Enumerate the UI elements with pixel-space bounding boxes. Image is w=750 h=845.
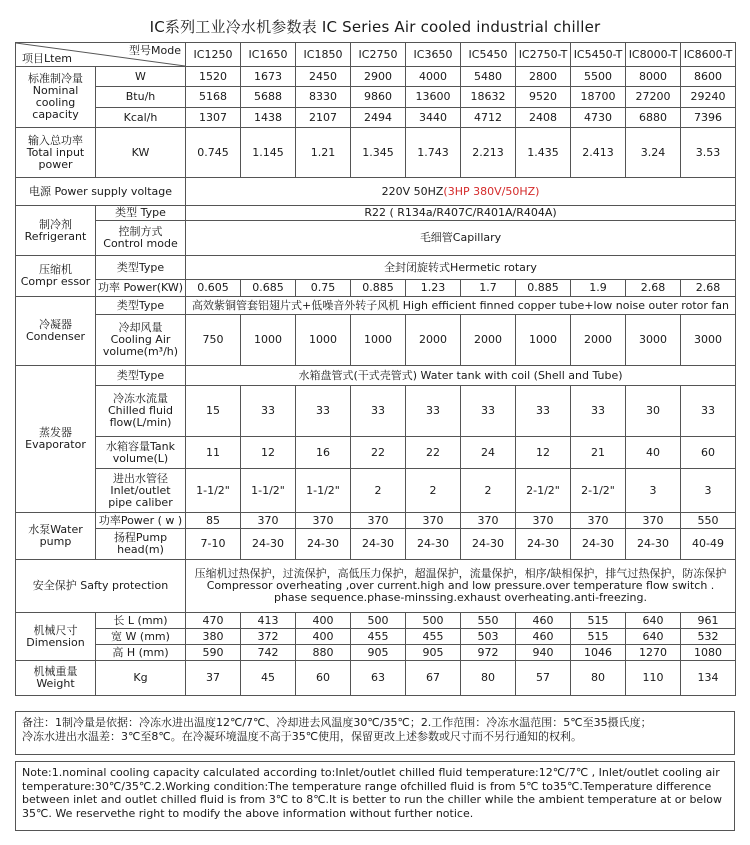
value-cell: 0.605 <box>186 280 241 297</box>
compressor-label: 压缩机 Compr essor <box>16 256 96 297</box>
value-cell: 550 <box>461 613 516 629</box>
value-cell: 12 <box>241 437 296 469</box>
note-english <box>15 761 735 831</box>
unit-cell: 高 H (mm) <box>96 645 186 661</box>
value-cell: 57 <box>516 661 571 696</box>
value-cell: 33 <box>681 386 736 437</box>
value-cell: 1.7 <box>461 280 516 297</box>
value-cell: 15 <box>186 386 241 437</box>
value-cell: 370 <box>516 513 571 529</box>
table-row <box>16 297 736 315</box>
unit-cell: Btu/h <box>96 87 186 108</box>
value-cell: 134 <box>681 661 736 696</box>
unit-cell: Kcal/h <box>96 108 186 128</box>
value-cell: 11 <box>186 437 241 469</box>
value-cell: 1.9 <box>571 280 626 297</box>
sub-label: 冷冻水流量 Chilled fluid flow(L/min) <box>96 386 186 437</box>
value-cell: 2.68 <box>681 280 736 297</box>
value-cell: 6880 <box>626 108 681 128</box>
sub-label: 控制方式 Control mode <box>96 221 186 256</box>
unit-cell: 宽 W (mm) <box>96 629 186 645</box>
value-cell: 13600 <box>406 87 461 108</box>
model-header: IC1250 <box>186 43 241 67</box>
power-supply-main: 220V 50HZ <box>381 184 444 198</box>
model-header: IC8000-T <box>626 43 681 67</box>
value-cell: 961 <box>681 613 736 629</box>
table-row <box>16 67 736 87</box>
value-cell: 5480 <box>461 67 516 87</box>
value-cell: 37 <box>186 661 241 696</box>
value-cell: 1000 <box>241 315 296 366</box>
value-cell: 21 <box>571 437 626 469</box>
model-header: IC1650 <box>241 43 296 67</box>
value-cell: 905 <box>351 645 406 661</box>
value-cell: 5688 <box>241 87 296 108</box>
table-row <box>16 108 736 128</box>
value-cell: 85 <box>186 513 241 529</box>
value-cell: 2 <box>461 469 516 513</box>
sub-label: 水箱容量Tank volume(L) <box>96 437 186 469</box>
condenser-type-value: 高效紫铜管套铝翅片式+低噪音外转子风机 High efficient finned copper tube+low noise outer rotor fan <box>186 297 736 315</box>
table-row <box>16 366 736 386</box>
value-cell: 12 <box>516 437 571 469</box>
value-cell: 1.345 <box>351 128 406 178</box>
value-cell: 2 <box>406 469 461 513</box>
value-cell: 370 <box>461 513 516 529</box>
table-row <box>16 469 736 513</box>
value-cell: 1.435 <box>516 128 571 178</box>
value-cell: 22 <box>351 437 406 469</box>
value-cell: 60 <box>681 437 736 469</box>
value-cell: 8000 <box>626 67 681 87</box>
value-cell: 40-49 <box>681 529 736 560</box>
value-cell: 80 <box>461 661 516 696</box>
value-cell: 4000 <box>406 67 461 87</box>
condenser-label: 冷凝器 Condenser <box>16 297 96 366</box>
sub-label: 进出水管径 Inlet/outlet pipe caliber <box>96 469 186 513</box>
value-cell: 1.21 <box>296 128 351 178</box>
unit-cell: W <box>96 67 186 87</box>
value-cell: 33 <box>571 386 626 437</box>
unit-cell: KW <box>96 128 186 178</box>
value-cell: 8330 <box>296 87 351 108</box>
value-cell: 60 <box>296 661 351 696</box>
value-cell: 24-30 <box>516 529 571 560</box>
page-title: IC系列工业冷水机参数表 IC Series Air cooled industrial chiller <box>149 18 601 36</box>
value-cell: 33 <box>351 386 406 437</box>
table-row <box>16 613 736 629</box>
value-cell: 2.413 <box>571 128 626 178</box>
value-cell: 400 <box>296 629 351 645</box>
value-cell: 24-30 <box>296 529 351 560</box>
pump-label: 水泵Water pump <box>16 513 96 560</box>
unit-cell: Kg <box>96 661 186 696</box>
value-cell: 2107 <box>296 108 351 128</box>
value-cell: 532 <box>681 629 736 645</box>
sub-label: 类型Type <box>96 297 186 315</box>
mode-label: 型号Mode <box>129 44 181 57</box>
value-cell: 905 <box>406 645 461 661</box>
value-cell: 972 <box>461 645 516 661</box>
value-cell: 67 <box>406 661 461 696</box>
value-cell: 2.68 <box>626 280 681 297</box>
value-cell: 742 <box>241 645 296 661</box>
refrigerant-type-value: R22 ( R134a/R407C/R401A/R404A) <box>186 206 736 221</box>
value-cell: 0.885 <box>351 280 406 297</box>
model-header: IC5450 <box>461 43 516 67</box>
note-chinese <box>15 711 735 755</box>
sub-label: 类型 Type <box>96 206 186 221</box>
value-cell: 590 <box>186 645 241 661</box>
value-cell: 1.145 <box>241 128 296 178</box>
value-cell: 24-30 <box>626 529 681 560</box>
value-cell: 18632 <box>461 87 516 108</box>
value-cell: 1307 <box>186 108 241 128</box>
spec-table <box>15 42 736 696</box>
refrigerant-label: 制冷剂 Refrigerant <box>16 206 96 256</box>
value-cell: 1080 <box>681 645 736 661</box>
value-cell: 470 <box>186 613 241 629</box>
value-cell: 18700 <box>571 87 626 108</box>
value-cell: 33 <box>461 386 516 437</box>
value-cell: 3.53 <box>681 128 736 178</box>
control-mode-value: 毛细管Capillary <box>186 221 736 256</box>
value-cell: 3.24 <box>626 128 681 178</box>
item-label: 项目Ltem <box>22 52 72 65</box>
value-cell: 460 <box>516 613 571 629</box>
table-row <box>16 280 736 297</box>
value-cell: 370 <box>626 513 681 529</box>
compressor-type-value: 全封闭旋转式Hermetic rotary <box>186 256 736 280</box>
value-cell: 33 <box>296 386 351 437</box>
value-cell: 460 <box>516 629 571 645</box>
value-cell: 515 <box>571 629 626 645</box>
value-cell: 1270 <box>626 645 681 661</box>
value-cell: 45 <box>241 661 296 696</box>
value-cell: 0.685 <box>241 280 296 297</box>
value-cell: 4730 <box>571 108 626 128</box>
table-row <box>16 560 736 613</box>
table-row <box>16 128 736 178</box>
evaporator-label: 蒸发器 Evaporator <box>16 366 96 513</box>
value-cell: 0.885 <box>516 280 571 297</box>
header-corner <box>16 43 186 67</box>
input-power-label: 输入总功率 Total input power <box>16 128 96 178</box>
value-cell: 24-30 <box>351 529 406 560</box>
value-cell: 2-1/2" <box>571 469 626 513</box>
value-cell: 3000 <box>681 315 736 366</box>
value-cell: 24-30 <box>406 529 461 560</box>
value-cell: 1000 <box>516 315 571 366</box>
table-row <box>16 645 736 661</box>
value-cell: 1000 <box>351 315 406 366</box>
table-row <box>16 661 736 696</box>
value-cell: 9860 <box>351 87 406 108</box>
power-supply-value <box>186 178 736 206</box>
value-cell: 2900 <box>351 67 406 87</box>
value-cell: 455 <box>351 629 406 645</box>
value-cell: 370 <box>406 513 461 529</box>
value-cell: 1520 <box>186 67 241 87</box>
value-cell: 63 <box>351 661 406 696</box>
value-cell: 515 <box>571 613 626 629</box>
value-cell: 2450 <box>296 67 351 87</box>
value-cell: 24-30 <box>241 529 296 560</box>
value-cell: 110 <box>626 661 681 696</box>
table-row <box>16 513 736 529</box>
value-cell: 1046 <box>571 645 626 661</box>
value-cell: 2000 <box>461 315 516 366</box>
value-cell: 370 <box>241 513 296 529</box>
table-row <box>16 315 736 366</box>
value-cell: 455 <box>406 629 461 645</box>
value-cell: 33 <box>241 386 296 437</box>
value-cell: 3 <box>626 469 681 513</box>
value-cell: 370 <box>296 513 351 529</box>
value-cell: 7-10 <box>186 529 241 560</box>
value-cell: 370 <box>351 513 406 529</box>
sub-label: 类型Type <box>96 366 186 386</box>
model-header: IC2750 <box>351 43 406 67</box>
cooling-label: 标准制冷量 Nominal cooling capacity <box>16 67 96 128</box>
value-cell: 29240 <box>681 87 736 108</box>
value-cell: 640 <box>626 629 681 645</box>
model-header: IC8600-T <box>681 43 736 67</box>
value-cell: 2494 <box>351 108 406 128</box>
value-cell: 503 <box>461 629 516 645</box>
value-cell: 27200 <box>626 87 681 108</box>
value-cell: 22 <box>406 437 461 469</box>
value-cell: 2 <box>351 469 406 513</box>
power-supply-alt: (3HP 380V/50HZ) <box>443 184 540 198</box>
value-cell: 3000 <box>626 315 681 366</box>
model-header: IC3650 <box>406 43 461 67</box>
value-cell: 2800 <box>516 67 571 87</box>
value-cell: 9520 <box>516 87 571 108</box>
value-cell: 500 <box>406 613 461 629</box>
value-cell: 372 <box>241 629 296 645</box>
value-cell: 24-30 <box>571 529 626 560</box>
value-cell: 880 <box>296 645 351 661</box>
table-row <box>16 629 736 645</box>
value-cell: 0.745 <box>186 128 241 178</box>
value-cell: 2-1/2" <box>516 469 571 513</box>
value-cell: 0.75 <box>296 280 351 297</box>
weight-label: 机械重量 Weight <box>16 661 96 696</box>
value-cell: 40 <box>626 437 681 469</box>
table-row <box>16 87 736 108</box>
value-cell: 33 <box>516 386 571 437</box>
value-cell: 2000 <box>571 315 626 366</box>
sub-label: 功率 Power(KW) <box>96 280 186 297</box>
model-header: IC5450-T <box>571 43 626 67</box>
table-row <box>16 178 736 206</box>
value-cell: 4712 <box>461 108 516 128</box>
value-cell: 413 <box>241 613 296 629</box>
value-cell: 1438 <box>241 108 296 128</box>
table-row <box>16 256 736 280</box>
unit-cell: 长 L (mm) <box>96 613 186 629</box>
value-cell: 1673 <box>241 67 296 87</box>
value-cell: 2408 <box>516 108 571 128</box>
value-cell: 33 <box>406 386 461 437</box>
value-cell: 1-1/2" <box>186 469 241 513</box>
value-cell: 2000 <box>406 315 461 366</box>
value-cell: 370 <box>571 513 626 529</box>
safety-label: 安全保护 Safty protection <box>16 560 186 613</box>
value-cell: 940 <box>516 645 571 661</box>
power-supply-label: 电源 Power supply voltage <box>16 178 186 206</box>
table-row <box>16 386 736 437</box>
table-row <box>16 43 736 67</box>
value-cell: 24-30 <box>461 529 516 560</box>
table-row <box>16 206 736 221</box>
value-cell: 550 <box>681 513 736 529</box>
value-cell: 1-1/2" <box>296 469 351 513</box>
value-cell: 750 <box>186 315 241 366</box>
sub-label: 功率Power ( w ) <box>96 513 186 529</box>
table-row <box>16 437 736 469</box>
value-cell: 30 <box>626 386 681 437</box>
sub-label: 扬程Pump head(m) <box>96 529 186 560</box>
sub-label: 类型Type <box>96 256 186 280</box>
note-english-text: Note:1.nominal cooling capacity calculated according to:Inlet/outlet chilled fluid temperature:12℃/7℃ , Inlet/outlet cooling air temperature:30℃/35℃.2.Working condition:The temperature range ofchilled fluid is from 5℃ to35℃.Temperature difference between inlet and outlet chilled fluid is from 3℃ to 8℃.It is better to run the chiller while the ambient temperature at or below 35℃. We reservethe right to modify the above information without further notice. <box>22 766 722 820</box>
model-header: IC1850 <box>296 43 351 67</box>
value-cell: 1-1/2" <box>241 469 296 513</box>
value-cell: 7396 <box>681 108 736 128</box>
evaporator-type-value: 水箱盘管式(干式壳管式) Water tank with coil (Shell and Tube) <box>186 366 736 386</box>
value-cell: 1.743 <box>406 128 461 178</box>
sub-label: 冷却风量 Cooling Air volume(m³/h) <box>96 315 186 366</box>
note-chinese-text: 备注：1制冷量是依据：冷冻水进出温度12℃/7℃、冷却进去风温度30℃/35℃；2.工作范围：冷冻水温范围：5℃至35摄氏度； 冷冻水进出水温差：3℃至8℃。在冷凝环境温度不高于35℃使用，保留更改上述参数或尺寸而不另行通知的权利。 <box>22 716 652 743</box>
value-cell: 24 <box>461 437 516 469</box>
value-cell: 500 <box>351 613 406 629</box>
dimension-label: 机械尺寸 Dimension <box>16 613 96 661</box>
value-cell: 400 <box>296 613 351 629</box>
value-cell: 8600 <box>681 67 736 87</box>
value-cell: 3 <box>681 469 736 513</box>
safety-value: 压缩机过热保护，过流保护，高低压力保护，超温保护，流量保护，相序/缺相保护，排气过热保护，防冻保护 Compressor overheating ,over current.high and low pressure.over temperature flow switch . phase sequence.phase-minssing.exhaust overheating.anti-freezing. <box>186 560 736 613</box>
table-row <box>16 221 736 256</box>
model-header: IC2750-T <box>516 43 571 67</box>
value-cell: 380 <box>186 629 241 645</box>
value-cell: 5168 <box>186 87 241 108</box>
value-cell: 2.213 <box>461 128 516 178</box>
value-cell: 1.23 <box>406 280 461 297</box>
value-cell: 80 <box>571 661 626 696</box>
value-cell: 5500 <box>571 67 626 87</box>
value-cell: 3440 <box>406 108 461 128</box>
table-row <box>16 529 736 560</box>
value-cell: 1000 <box>296 315 351 366</box>
value-cell: 640 <box>626 613 681 629</box>
value-cell: 16 <box>296 437 351 469</box>
